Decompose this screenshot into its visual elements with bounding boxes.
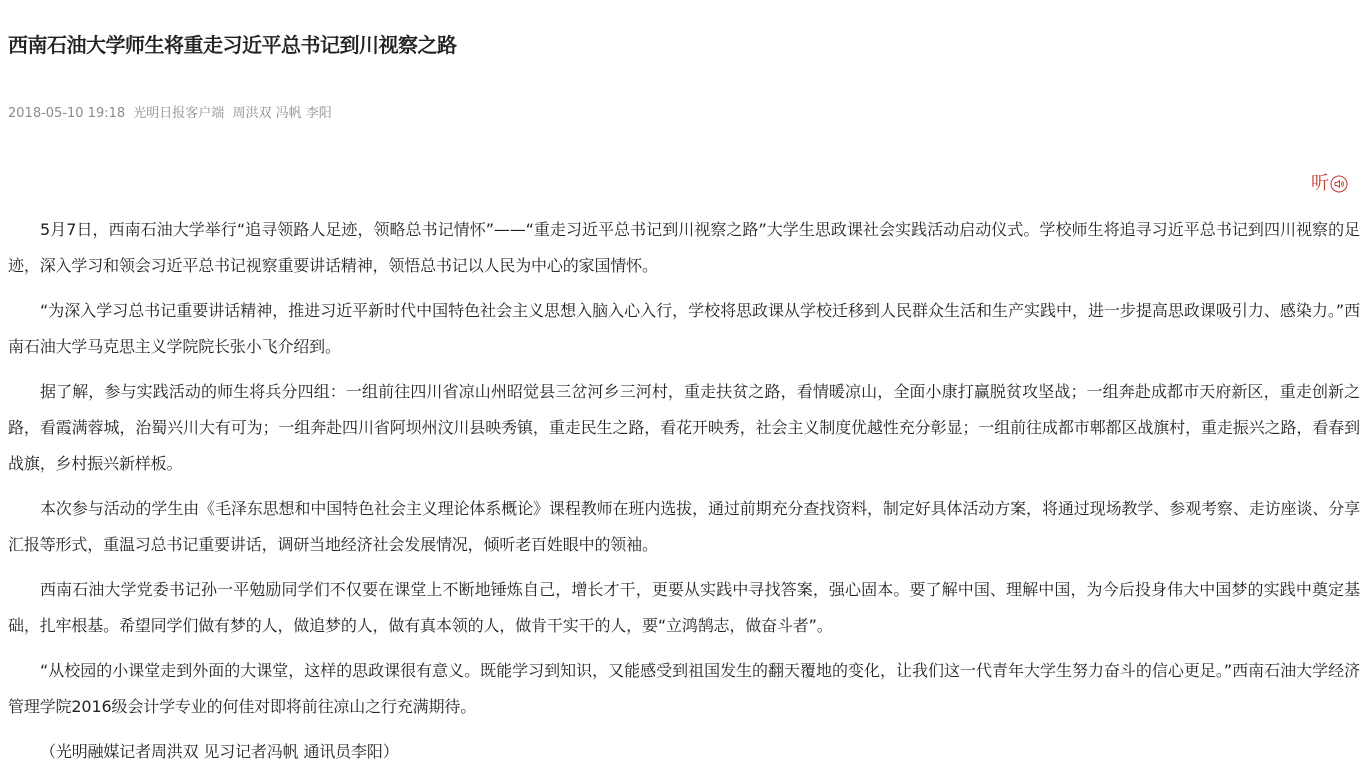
article-meta <box>8 104 336 124</box>
listen-label: 听 <box>1311 173 1329 194</box>
paragraph: 5月7日，西南石油大学举行“追寻领路人足迹，领略总书记情怀”——“重走习近平总书记到川视察之路”大学生思政课社会实践活动启动仪式。学校师生将追寻习近平总书记到四川视察的足迹，深入学习和领会习近平总书记视察重要讲话精神，领悟总书记以人民为中心的家国情怀。 <box>8 220 1360 275</box>
article-body <box>8 212 1360 779</box>
article-title: 西南石油大学师生将重走习近平总书记到川视察之路 <box>8 33 457 57</box>
paragraph: 本次参与活动的学生由《毛泽东思想和中国特色社会主义理论体系概论》课程教师在班内选拔，通过前期充分查找资料，制定好具体活动方案，将通过现场教学、参观考察、走访座谈、分享汇报等形式，重温习总书记重要讲话，调研当地经济社会发展情况，倾听老百姓眼中的领袖。 <box>8 499 1360 554</box>
publish-datetime: 2018-05-10 19:18 <box>8 106 126 121</box>
paragraph: （光明融媒记者周洪双 见习记者冯帆 通讯员李阳） <box>40 742 399 761</box>
paragraph: “为深入学习总书记重要讲话精神，推进习近平新时代中国特色社会主义思想入脑入心入行，学校将思政课从学校迁移到人民群众生活和生产实践中，进一步提高思政课吸引力、感染力。”西南石油大学马克思主义学院院长张小飞介绍到。 <box>8 301 1360 356</box>
paragraph: “从校园的小课堂走到外面的大课堂，这样的思政课很有意义。既能学习到知识，又能感受到祖国发生的翻天覆地的变化，让我们这一代青年大学生努力奋斗的信心更足。”西南石油大学经济管理学院2016级会计学专业的何佳对即将前往凉山之行充满期待。 <box>8 661 1360 716</box>
listen-button[interactable] <box>1311 172 1348 196</box>
speaker-icon <box>1330 175 1348 193</box>
article-authors: 周洪双 冯帆 李阳 <box>232 106 332 121</box>
paragraph: 西南石油大学党委书记孙一平勉励同学们不仅要在课堂上不断地锤炼自己，增长才干，更要从实践中寻找答案，强心固本。要了解中国、理解中国，为今后投身伟大中国梦的实践中奠定基础，扎牢根基。希望同学们做有梦的人，做追梦的人，做有真本领的人，做肯干实干的人，要“立鸿鹄志，做奋斗者”。 <box>8 580 1360 635</box>
paragraph: 据了解，参与实践活动的师生将兵分四组：一组前往四川省凉山州昭觉县三岔河乡三河村，重走扶贫之路，看情暖凉山，全面小康打赢脱贫攻坚战；一组奔赴成都市天府新区，重走创新之路，看霞满蓉城，治蜀兴川大有可为；一组奔赴四川省阿坝州汶川县映秀镇，重走民生之路，看花开映秀，社会主义制度优越性充分彰显；一组前往成都市郫都区战旗村，重走振兴之路，看春到战旗，乡村振兴新样板。 <box>8 382 1360 473</box>
article-source: 光明日报客户端 <box>133 106 225 121</box>
